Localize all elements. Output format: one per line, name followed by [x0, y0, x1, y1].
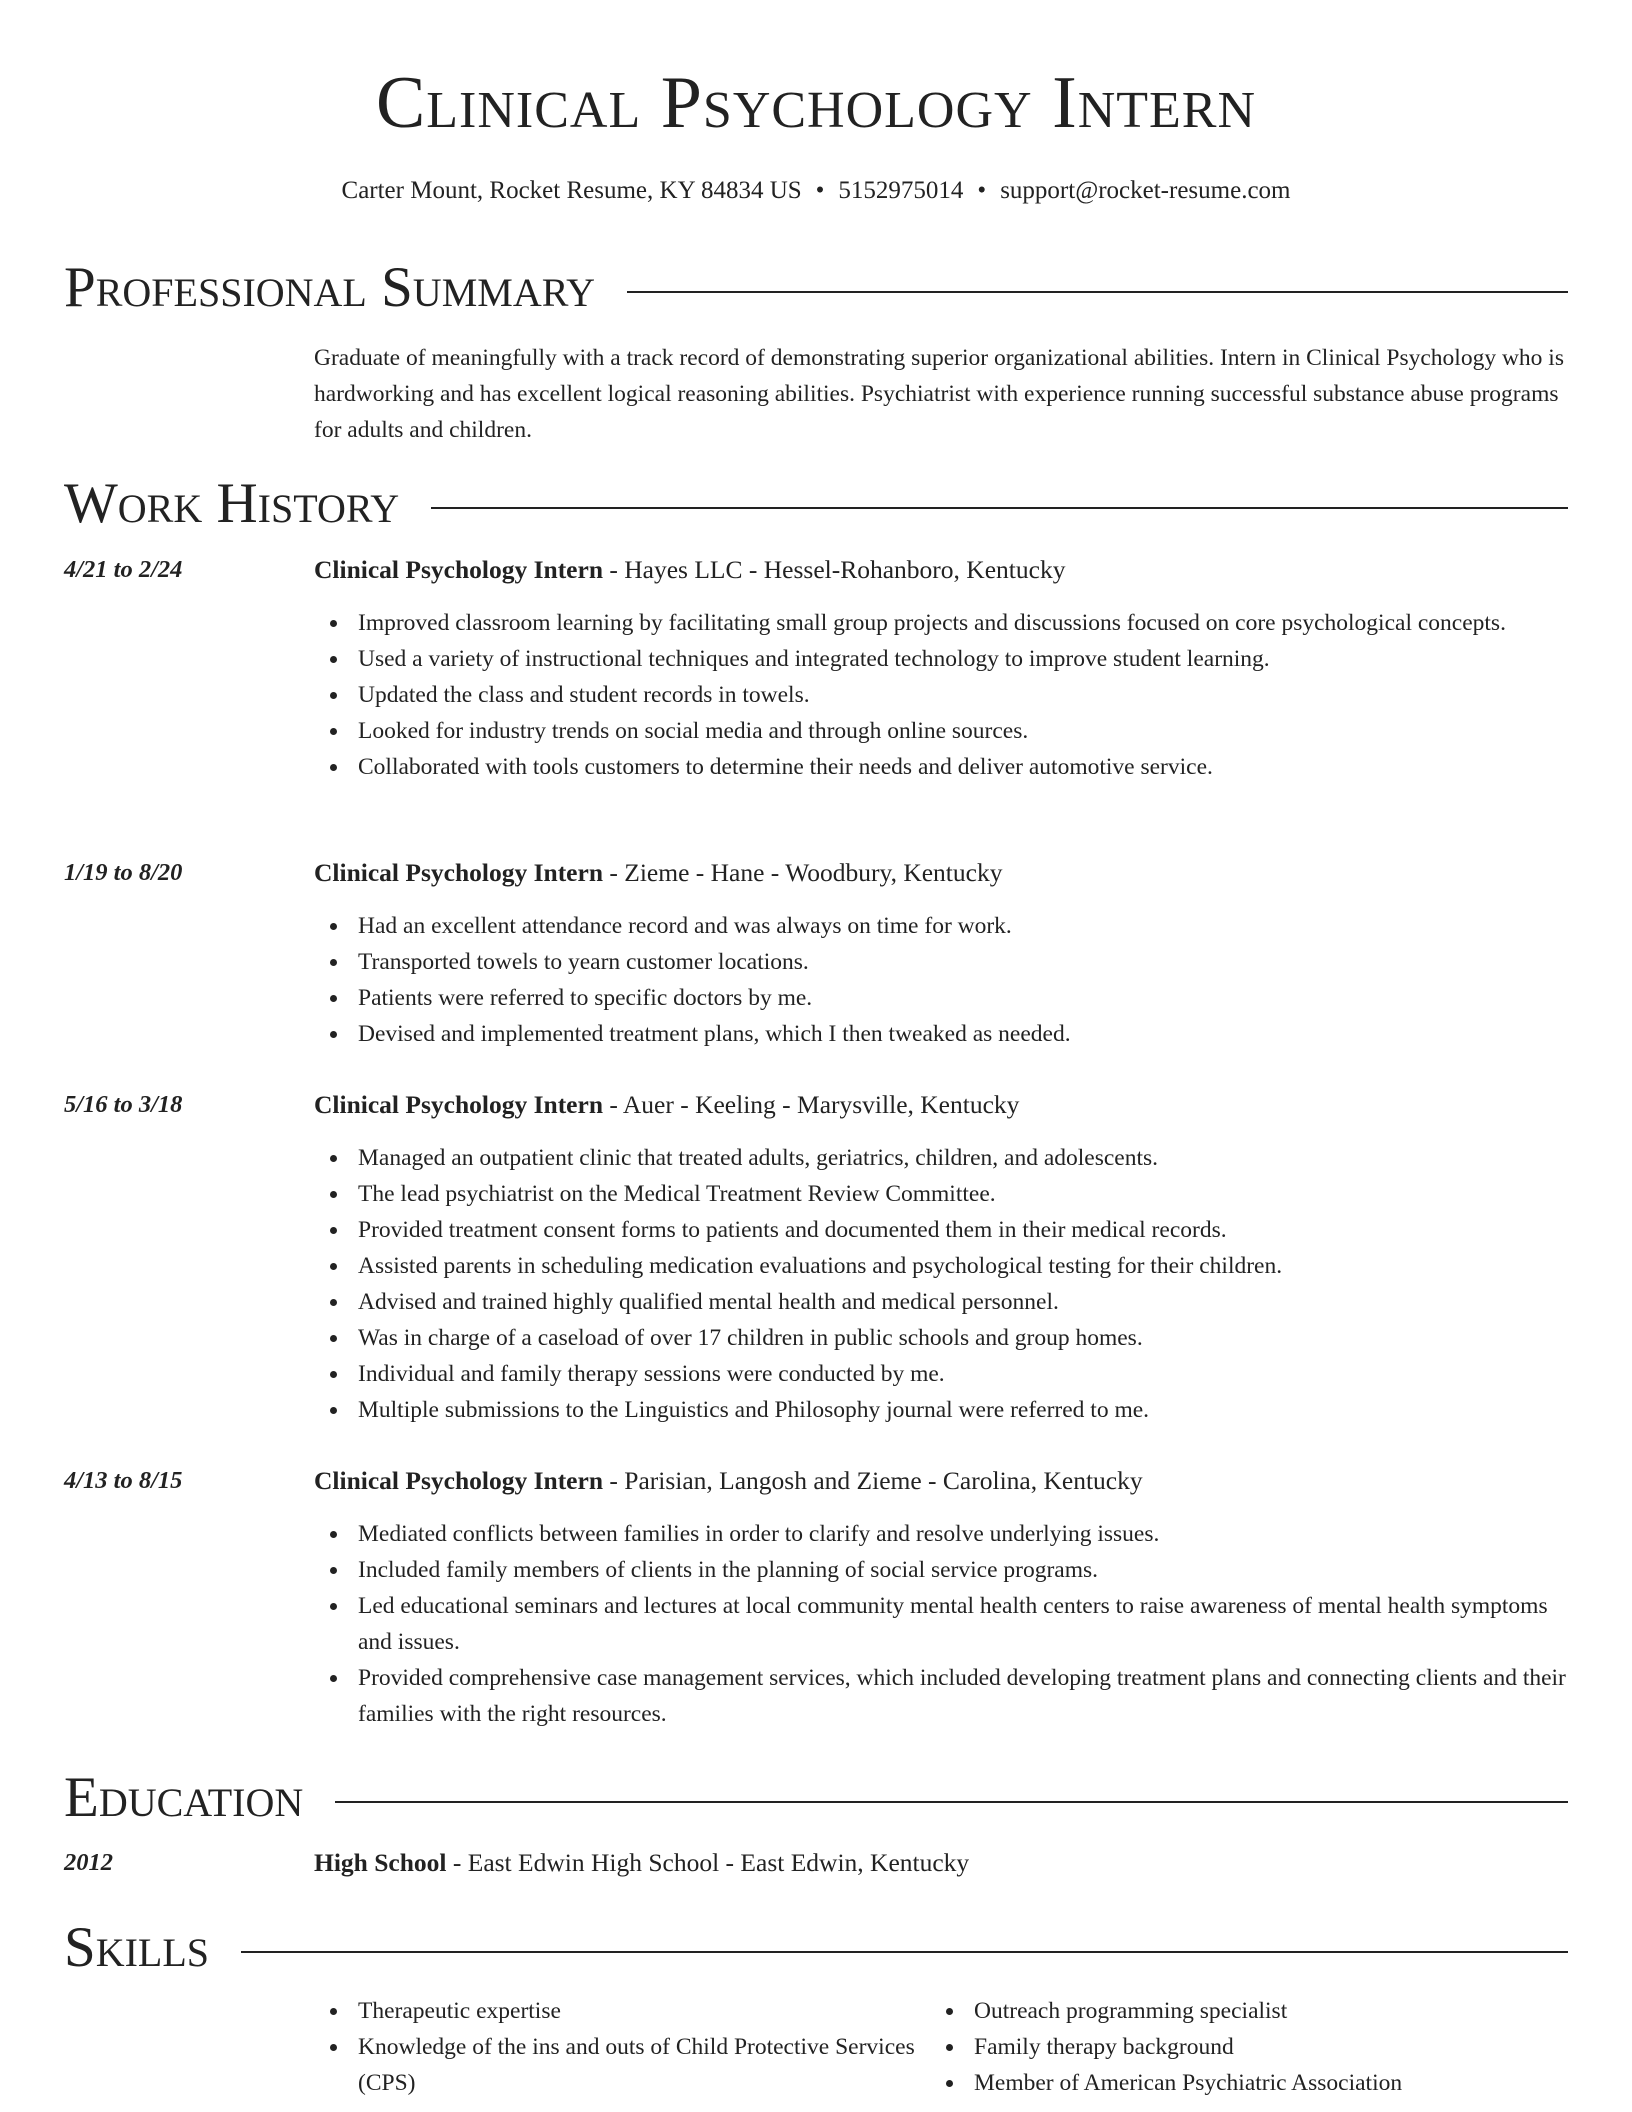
section-rule	[335, 1801, 1568, 1803]
education-entry	[64, 1846, 1568, 1882]
education-heading	[314, 1846, 969, 1880]
job-title: Clinical Psychology Intern	[314, 555, 604, 584]
skill-item: Member of American Psychiatric Association	[930, 2065, 1570, 2101]
section-rule	[431, 507, 1568, 509]
resume-name: Clinical Psychology Intern	[375, 62, 1257, 144]
job-heading	[314, 1464, 1143, 1498]
education-year: 2012	[64, 1849, 113, 1876]
job-title: Clinical Psychology Intern	[314, 1466, 604, 1495]
summary-text: Graduate of meaningfully with a track record of demonstrating superior organizational abilities. Intern in Clinical Psychology who is hardworking and has excellent logical reasoning abilities. Psychiatrist with experience running successful substance abuse programs for adults and children.	[314, 345, 1564, 443]
list-item: Advised and trained highly qualified mental health and medical personnel.	[314, 1284, 1570, 1320]
list-item: Transported towels to yearn customer locations.	[314, 944, 1570, 980]
list-item: Provided treatment consent forms to patients and documented them in their medical records.	[314, 1212, 1570, 1248]
skill-item: Therapeutic expertise	[314, 1993, 954, 2029]
job-bullets	[314, 908, 1570, 1052]
list-item: Devised and implemented treatment plans, which I then tweaked as needed.	[314, 1016, 1570, 1052]
contact-address: Carter Mount, Rocket Resume, KY 84834 US	[341, 177, 802, 204]
job-employer: - Hayes LLC - Hessel-Rohanboro, Kentucky	[603, 555, 1066, 584]
contact-separator: •	[977, 177, 987, 204]
contact-email: support@rocket-resume.com	[1000, 177, 1291, 204]
list-item: Was in charge of a caseload of over 17 children in public schools and group homes.	[314, 1320, 1570, 1356]
section-title: Education	[64, 1766, 304, 1829]
section-header-education	[64, 1768, 1568, 1828]
list-item: Multiple submissions to the Linguistics and Philosophy journal were referred to me.	[314, 1392, 1570, 1428]
job-dates: 5/16 to 3/18	[64, 1091, 183, 1118]
section-title: Professional Summary	[64, 256, 596, 319]
job-heading	[314, 553, 1065, 587]
section-header-work-history	[64, 474, 1568, 534]
list-item: Used a variety of instructional techniques and integrated technology to improve student learning.	[314, 641, 1570, 677]
list-item: Provided comprehensive case management services, which included developing treatment plans and connecting clients and their families with the right resources.	[314, 1660, 1570, 1732]
list-item: Mediated conflicts between families in order to clarify and resolve underlying issues.	[314, 1516, 1570, 1552]
list-item: Included family members of clients in the planning of social service programs.	[314, 1552, 1570, 1588]
skill-item: Family therapy background	[930, 2029, 1570, 2065]
list-item: Improved classroom learning by facilitating small group projects and discussions focused on core psychological concepts.	[314, 605, 1570, 641]
job-bullets	[314, 1140, 1570, 1428]
job-dates: 4/21 to 2/24	[64, 556, 183, 583]
section-header-skills	[64, 1918, 1568, 1978]
list-item: Individual and family therapy sessions were conducted by me.	[314, 1356, 1570, 1392]
section-rule	[627, 291, 1568, 293]
education-degree: High School	[314, 1848, 447, 1877]
section-header-summary	[64, 258, 1568, 318]
list-item: The lead psychiatrist on the Medical Treatment Review Committee.	[314, 1176, 1570, 1212]
job-title: Clinical Psychology Intern	[314, 858, 604, 887]
list-item: Collaborated with tools customers to determine their needs and deliver automotive service.	[314, 749, 1570, 785]
job-employer: - Parisian, Langosh and Zieme - Carolina, Kentucky	[603, 1466, 1143, 1495]
section-title: Skills	[64, 1916, 210, 1979]
list-item: Updated the class and student records in towels.	[314, 677, 1570, 713]
job-title: Clinical Psychology Intern	[314, 1090, 604, 1119]
list-item: Managed an outpatient clinic that treated adults, geriatrics, children, and adolescents.	[314, 1140, 1570, 1176]
contact-line	[0, 174, 1632, 208]
job-dates: 1/19 to 8/20	[64, 859, 183, 886]
skill-item: Knowledge of the ins and outs of Child Protective Services (CPS)	[314, 2029, 954, 2101]
job-heading	[314, 856, 1002, 890]
skill-item: Outreach programming specialist	[930, 1993, 1570, 2029]
job-bullets	[314, 605, 1570, 785]
list-item: Had an excellent attendance record and was always on time for work.	[314, 908, 1570, 944]
list-item: Looked for industry trends on social media and through online sources.	[314, 713, 1570, 749]
list-item: Led educational seminars and lectures at local community mental health centers to raise awareness of mental health symptoms and issues.	[314, 1588, 1570, 1660]
section-rule	[241, 1951, 1568, 1953]
job-bullets	[314, 1516, 1570, 1732]
job-employer: - Auer - Keeling - Marysville, Kentucky	[603, 1090, 1020, 1119]
education-school: - East Edwin High School - East Edwin, Kentucky	[446, 1848, 970, 1877]
skills-list-right	[930, 1993, 1570, 2101]
section-title: Work History	[64, 472, 400, 535]
contact-separator: •	[815, 177, 825, 204]
job-employer: - Zieme - Hane - Woodbury, Kentucky	[603, 858, 1003, 887]
list-item: Assisted parents in scheduling medication evaluations and psychological testing for their children.	[314, 1248, 1570, 1284]
job-heading	[314, 1088, 1019, 1122]
skills-list-left	[314, 1993, 954, 2101]
job-dates: 4/13 to 8/15	[64, 1467, 183, 1494]
contact-phone: 5152975014	[838, 177, 964, 204]
list-item: Patients were referred to specific doctors by me.	[314, 980, 1570, 1016]
